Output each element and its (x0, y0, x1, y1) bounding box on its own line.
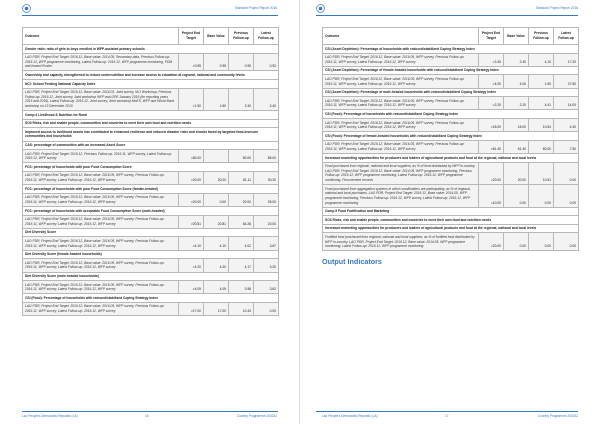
latest-follow-up-value: 17.20 (554, 53, 579, 66)
previous-follow-up-value: 80.00 (529, 140, 554, 153)
indicator-title: Ownership and capacity strengthened to reduce undernutrition and increase access to education at regional, national and community levels (23, 71, 279, 80)
latest-follow-up-value: 2.40 (254, 88, 279, 110)
table-row (23, 150, 279, 163)
table-row (323, 140, 579, 153)
footer-right: Country Programme 200242 (236, 414, 277, 418)
wfp-logo-icon (22, 4, 31, 13)
table-header-row (323, 28, 579, 45)
previous-follow-up-value: 10.51 (529, 162, 554, 184)
header-rule (316, 15, 578, 16)
indicator-row (23, 119, 279, 128)
table-row (323, 75, 579, 88)
project-end-target-value: >4.10 (179, 237, 204, 250)
base-value-value (204, 150, 229, 163)
row-detail: LAO PDR, Project End Target: 2016.12, Previous Follow-up: 2016.11, WFP survey, Latest Follow-up: 2016.12, WFP survey (23, 150, 179, 163)
indicator-row (323, 132, 579, 141)
project-end-target-value: >2.40 (479, 53, 504, 66)
row-detail: LAO PDR, Project End Target: 2016.12, Base value: 2014.05, Secondary data, Previous Follow-up: 2016.12, WFP programme monitoring, Latest Follow-up: 2016.12, WFP programme monitoring, PDM and Inward Roster (23, 53, 179, 71)
indicator-title: Increased marketing opportunities for producers and traders of agricultural products and food at the regional, national and local levels (323, 154, 579, 163)
footer-left: Lao People's Democratic Republic (LA) (322, 414, 378, 418)
project-end-target-value: >4.09 (179, 281, 204, 294)
row-detail: LAO PDR, Project End Target: 2016.12, Base value: 2016.05, WFP survey, Previous Follow-up: 2016.11, WFP survey, Latest Follow-up: 2016.12, WFP survey (23, 259, 179, 272)
base-value-value: 2.40 (504, 53, 529, 66)
table-row (323, 233, 579, 251)
base-value-value: 18.00 (504, 119, 529, 132)
previous-follow-up-value: 0.00 (529, 233, 554, 251)
previous-follow-up-value: 4.41 (529, 97, 554, 110)
latest-follow-up-value: 27.50 (554, 75, 579, 88)
indicator-title: Diet Diversity Score (23, 228, 279, 237)
table-row (23, 88, 279, 110)
indicator-row (23, 111, 279, 120)
base-value-value: 61.40 (504, 140, 529, 153)
previous-follow-up-value: 2.40 (229, 88, 254, 110)
indicator-title: Improved access to livelihood assets has contributed to enhanced resilience and reduced disaster risks and shocks faced by targeted food-insecure communities and households (23, 128, 279, 141)
previous-follow-up-value: 4.17 (229, 259, 254, 272)
indicator-title: CSI (Food): Percentage of households with reduced/stabilized Coping Strategy Index (23, 294, 279, 303)
indicator-title: Diet Diversity Score (female-headed households) (23, 250, 279, 259)
col-outcome: Outcome (23, 28, 179, 45)
table-row (323, 53, 579, 66)
base-value-value: 0.00 (504, 185, 529, 207)
wfp-logo-icon (316, 4, 325, 13)
table-row (23, 259, 279, 272)
latest-follow-up-value: 0.00 (554, 233, 579, 251)
base-value-value: 4.10 (204, 237, 229, 250)
footer-rule (22, 411, 278, 412)
previous-follow-up-value: 81.11 (229, 171, 254, 184)
previous-follow-up-value: 80.00 (229, 150, 254, 163)
project-end-target-value: =20.00 (479, 233, 504, 251)
col-base-value: Base Value (204, 28, 229, 45)
indicator-row (23, 294, 279, 303)
table-header-row (23, 28, 279, 45)
indicator-row (23, 272, 279, 281)
indicator-row (323, 110, 579, 119)
base-value-value: 1.50 (204, 88, 229, 110)
row-detail: LAO PDR, Project End Target: 2016.12, Base value: 2016.05, WFP survey, Previous Follow-up: 2016.11, WFP survey, Latest Follow-up: 2016.12, WFP survey (23, 302, 179, 315)
base-value-value: 17.00 (204, 302, 229, 315)
row-detail: LAO PDR, Project End Target: 2016.12, Base value: 2016.05, WFP survey, Previous Follow-up: 2016.11, WFP survey, Latest Follow-up: 2016.12, WFP survey (23, 281, 179, 294)
base-value-value: 0.95 (204, 53, 229, 71)
table-row (23, 171, 279, 184)
indicator-row (23, 163, 279, 172)
table-row (23, 302, 279, 315)
outcome-table-right (322, 27, 579, 251)
project-end-target-value: >0.95 (179, 53, 204, 71)
project-end-target-value: <20.00 (179, 171, 204, 184)
footer-right: Country Programme 200242 (537, 414, 578, 418)
indicator-row (323, 216, 579, 225)
indicator-row (23, 128, 279, 141)
base-value-value: 0.00 (504, 233, 529, 251)
table-row (323, 97, 579, 110)
base-value-value: 2.20 (504, 97, 529, 110)
project-end-target-value: >17.00 (179, 302, 204, 315)
indicator-title: CSI (Asset Depletion): Percentage of female-headed households with reduced/stabilized Coping Strategy Index (323, 66, 579, 75)
indicator-title: CSI (Food): Percentage of households with reduced/stabilized Coping Strategy Index (323, 110, 579, 119)
indicator-title: CAS: percentage of communities with an increased Asset Score (23, 141, 279, 150)
latest-follow-up-value: 3.62 (254, 281, 279, 294)
indicator-title: CSI (Asset Depletion): Percentage of households with reduced/stabilized Coping Strategy Index (323, 45, 579, 54)
indicator-title: FCS: percentage of households with acceptable Food Consumption Score (male-headed) (23, 207, 279, 216)
table-row (23, 53, 279, 71)
previous-follow-up-value: 64.28 (229, 215, 254, 228)
indicator-title: CSI (Asset Depletion): Percentage of male-headed households with reduced/stabilized Coping Strategy Index (323, 88, 579, 97)
indicator-title: CSI (Food): Percentage of female-headed households with reduced/stabilized Coping Strategy Index (323, 132, 579, 141)
col-base-value: Base Value (504, 28, 529, 45)
previous-follow-up-value: 4.10 (529, 53, 554, 66)
project-end-target-value: <20.00 (179, 193, 204, 206)
row-detail: LAO PDR, Project End Target: 2016.12, Base value: 2016.05, WFP survey, Previous Follow-up: 2016.11, WFP survey, Latest Follow-up: 2016.12, WFP survey (23, 171, 179, 184)
latest-follow-up-value: 20.00 (254, 215, 279, 228)
latest-follow-up-value: 0.00 (554, 162, 579, 184)
indicator-row (323, 154, 579, 163)
row-detail: LAO PDR, Project End Target: 2016.12, Base value: 2016.05, WFP survey, Previous Follow-up: 2016.11, WFP survey, Latest Follow-up: 2016.12, WFP survey (323, 75, 479, 88)
latest-follow-up-value: 30.20 (254, 171, 279, 184)
indicator-row (323, 88, 579, 97)
indicator-row (23, 45, 279, 54)
project-end-target-value: =10.00 (479, 185, 504, 207)
header-rule (22, 15, 278, 16)
header-title: Standard Project Report 2016 (234, 6, 277, 10)
footer-left: Lao People's Democratic Republic (LA) (22, 414, 78, 418)
latest-follow-up-value: 3.20 (254, 259, 279, 272)
indicator-title: SO3 Risks, risk and enable people, communities and countries to meet their own food and nutrition needs (23, 119, 279, 128)
outcome-table-left (22, 27, 279, 316)
footer-rule (316, 411, 578, 412)
previous-follow-up-value: 0.00 (529, 185, 554, 207)
latest-follow-up-value: 14.00 (554, 97, 579, 110)
base-value-value: 20.81 (204, 215, 229, 228)
table-row (23, 193, 279, 206)
row-detail: LAO PDR, Project End Target: 2016.12, Base value: 2016.05, WFP survey, Previous Follow-up: 2016.11, WFP survey, Latest Follow-up: 2016.12, WFP survey (323, 140, 479, 153)
indicator-row (23, 250, 279, 259)
table-row (323, 119, 579, 132)
previous-follow-up-value: 10.54 (529, 119, 554, 132)
indicator-title: SO3 Risks, risk and enable people, communities and countries to meet their own food and nutrition needs (323, 216, 579, 225)
indicator-row (23, 228, 279, 237)
latest-follow-up-value: 85.00 (254, 150, 279, 163)
col-outcome: Outcome (323, 28, 479, 45)
row-detail: LAO PDR, Project End Target: 2016.12, Base value: 2014.03, Joint survey, NCI Workshop, Previous Follow-up: 2016.12, Joint survey, Joint workshop WFP and GPE January 2016 (for reporting years 2015 and 2016), Latest Follow-up: 2016.12, Joint survey, Joint workshop MoES, WFP and World Bank workshop on 13 December 2016 (23, 88, 179, 110)
indicator-row (323, 66, 579, 75)
indicator-title: NCI: School Feeding National Capacity Index (23, 80, 279, 89)
indicator-row (323, 224, 579, 233)
table-row (23, 215, 279, 228)
row-detail: LAO PDR, Project End Target: 2016.12, Base value: 2016.05, WFP survey, Previous Follow-up: 2016.11, WFP survey, Latest Follow-up: 2016.12, WFP survey (323, 97, 479, 110)
previous-follow-up-value: 20.00 (229, 193, 254, 206)
col-previous-follow-up: Previous Follow-up (529, 28, 554, 45)
page-number: 16 (145, 414, 149, 418)
row-detail: LAO PDR, Project End Target: 2016.12, Base value: 2016.05, WFP survey, Previous Follow-up: 2016.11, WFP survey, Latest Follow-up: 2016.12, WFP survey (23, 237, 179, 250)
indicator-row (23, 185, 279, 194)
indicator-title: FCS: percentage of households with poor Food Consumption Score (23, 163, 279, 172)
project-end-target-value: >20.81 (179, 215, 204, 228)
base-value-value: 4.20 (204, 259, 229, 272)
indicator-title: Gender ratio: ratio of girls to boys enrolled in WFP-assisted primary schools (23, 45, 279, 54)
indicator-title: Increased marketing opportunities for producers and traders of agricultural products and food at the regional, national and local levels (323, 224, 579, 233)
page-number: 17 (445, 414, 449, 418)
indicator-title: Diet Diversity Score (male-headed households) (23, 272, 279, 281)
header-title: Standard Project Report 2016 (535, 6, 578, 10)
col-latest-follow-up: Latest Follow-up (554, 28, 579, 45)
output-indicators-heading: Output Indicators (322, 257, 382, 266)
previous-follow-up-value: 0.95 (229, 53, 254, 71)
previous-follow-up-value: 10.43 (229, 302, 254, 315)
indicator-row (323, 207, 579, 216)
project-end-target-value: >61.40 (479, 140, 504, 153)
latest-follow-up-value: 0.00 (554, 185, 579, 207)
latest-follow-up-value: 3.67 (254, 237, 279, 250)
previous-follow-up-value: 4.02 (229, 237, 254, 250)
col-previous-follow-up: Previous Follow-up (229, 28, 254, 45)
row-detail: Food purchased from aggregation systems in which smallholders are participating, as % of regional, national and local purchases. LAO PDR, Project End Target: 2016.12, Base value: 2014.05, WFP programme monitoring, Previous Follow-up: 2016.12, WFP survey, Latest Follow-up: 2016.12, WFP programme monitoring (323, 185, 479, 207)
col-project-end-target: Project End Target (179, 28, 204, 45)
col-project-end-target: Project End Target (479, 28, 504, 45)
base-value-value: 4.00 (504, 75, 529, 88)
table-row (23, 237, 279, 250)
previous-follow-up-value: 1.50 (529, 75, 554, 88)
row-detail: LAO PDR, Project End Target: 2016.12, Base value: 2016.05, WFP survey, Previous Follow-up: 2016.11, WFP survey, Latest Follow-up: 2016.12, WFP survey (23, 215, 179, 228)
right-page (300, 0, 600, 424)
project-end-target-value: >4.00 (479, 75, 504, 88)
row-detail: LAO PDR, Project End Target: 2016.12, Base value: 2016.05, WFP survey, Previous Follow-up: 2016.11, WFP survey, Latest Follow-up: 2016.12, WFP survey (323, 53, 479, 66)
base-value-value: 0.00 (204, 193, 229, 206)
previous-follow-up-value: 3.98 (229, 281, 254, 294)
indicator-title: Comp.5 Food Fortification and Marketing (323, 207, 579, 216)
indicator-title: FCS: percentage of households with poor Food Consumption Score (female-headed) (23, 185, 279, 194)
row-detail: Fortified food purchased from regional, national and local suppliers, as % of fortified food distributed by WFP in-country. LAO PDR, Project End Target: 2016.12, Base value: 2014.05, WFP programme monitoring, Latest Follow-up: 2016.12, WFP programme monitoring (323, 233, 479, 251)
indicator-row (23, 141, 279, 150)
row-detail: LAO PDR, Project End Target: 2016.12, Base value: 2016.05, WFP survey, Previous Follow-up: 2016.11, WFP survey, Latest Follow-up: 2016.12, WFP survey (23, 193, 179, 206)
project-end-target-value: >18.00 (479, 119, 504, 132)
indicator-row (23, 207, 279, 216)
base-value-value: 20.00 (204, 171, 229, 184)
row-detail: LAO PDR, Project End Target: 2016.12, Base value: 2016.05, WFP survey, Previous Follow-up: 2016.11, WFP survey, Latest Follow-up: 2016.12, WFP survey (323, 119, 479, 132)
project-end-target-value: >4.20 (179, 259, 204, 272)
latest-follow-up-value: 7.50 (554, 140, 579, 153)
latest-follow-up-value: 4.30 (554, 119, 579, 132)
indicator-row (23, 80, 279, 89)
table-row (23, 281, 279, 294)
table-row (323, 162, 579, 184)
project-end-target-value: =80.00 (179, 150, 204, 163)
table-row (323, 185, 579, 207)
latest-follow-up-value: 0.00 (254, 302, 279, 315)
project-end-target-value: >2.20 (479, 97, 504, 110)
indicator-title: Comp.4 Livelihood & Nutrition for Rural (23, 111, 279, 120)
indicator-row (23, 71, 279, 80)
base-value-value: 20.00 (504, 162, 529, 184)
indicator-row (323, 45, 579, 54)
latest-follow-up-value: 25.00 (254, 193, 279, 206)
latest-follow-up-value: 0.92 (254, 53, 279, 71)
row-detail: Food purchased from regional, national and local suppliers, as % of food distributed by WFP in-country. LAO PDR, Project End Target: 2016.12, Base value: 2014.05, WFP programme monitoring, Previous Follow-up: 2016.12, WFP programme monitoring, Latest Follow-up: 2016.12, WFP programme monitoring, Procurement records (323, 162, 479, 184)
project-end-target-value: =20.00 (479, 162, 504, 184)
project-end-target-value: >1.50 (179, 88, 204, 110)
col-latest-follow-up: Latest Follow-up (254, 28, 279, 45)
base-value-value: 4.09 (204, 281, 229, 294)
